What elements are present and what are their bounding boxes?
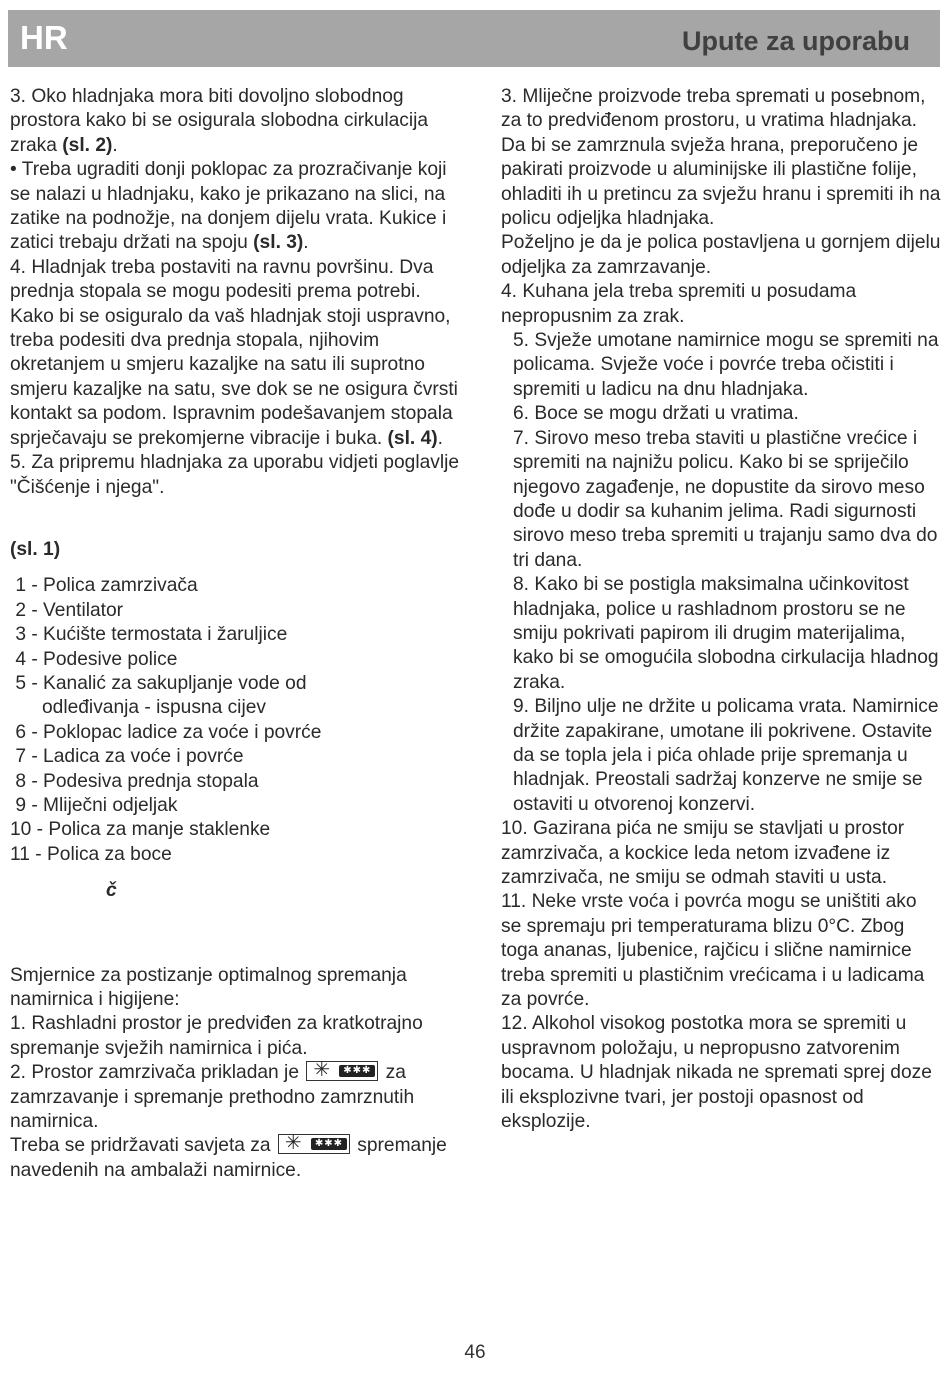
figure-ref: (sl. 3) — [253, 232, 304, 254]
paragraph-carbonated: 10. Gazirana pića ne smiju se stavljati u prostor zamrzivača, a kockice leda netom izvađene iz zamrzivača, ne smiju se odmah staviti u usta. — [501, 818, 905, 888]
left-column — [10, 85, 462, 1183]
paragraph-alcohol: 12. Alkohol visokog postotka mora se spremiti u uspravnom položaju, u nepropusno zatvorenim bocama. U hladnjak nikada ne spremati sprej doze ili eksplozivne tvari, jer postoji opasnost od eksplozije. — [501, 1013, 932, 1133]
freezer-star-icon: ✳ ✱✱✱ — [278, 1134, 350, 1154]
paragraph-cooked-food: 4. Kuhana jela treba spremiti u posudama nepropusnim za zrak. — [501, 281, 857, 327]
page-number: 46 — [464, 1342, 486, 1363]
list-item: 1 - Polica zamrzivača — [10, 575, 198, 597]
section-heading: č — [106, 880, 117, 902]
list-item: 5 - Kanalić za sakupljanje vode od — [10, 672, 307, 694]
list-item: odleđivanja - ispusna cijev — [10, 697, 266, 719]
paragraph-guideline-1: 1. Rashladni prostor je predviđen za kratkotrajno spremanje svježih namirnica i pića. — [10, 1013, 423, 1059]
list-item: 8 - Podesiva prednja stopala — [10, 770, 259, 792]
manual-title: Upute za uporabu — [682, 26, 910, 56]
figure-title: (sl. 1) — [10, 538, 61, 560]
paragraph-oil: 9. Biljno ulje ne držite u policama vrata. Namirnice držite zapakirane, umotane ili pokrivene. Ostavite da se topla jela i pića ohlade prije spremanja u hladnjak. Preostali sadržaj konzerve ne smije se ostaviti u otvorenoj konzervi. — [513, 696, 939, 815]
paragraph-leveling: 4. Hladnjak treba postaviti na ravnu površinu. Dva prednja stopala se mogu podesiti prema potrebi. Kako bi se osiguralo da vaš hladnjak stoji uspravno, treba podesiti dva prednja stopala, njihovim okretanjem u smjeru kazaljke na satu ili suprotno smjeru kazaljke na satu, sve dok se ne osigura čvrsti kontakt sa podom. Ispravnim podešavanjem stopala sprječavaju se prekomjerne vibracije i buka. (sl. 4). — [10, 256, 458, 449]
right-column — [501, 85, 941, 1134]
paragraph-bottles: 6. Boce se mogu držati u vratima. — [513, 403, 799, 425]
list-item: 6 - Poklopac ladice za voće i povrće — [10, 721, 322, 743]
list-item: 11 - Polica za boce — [10, 843, 172, 865]
list-item: 9 - Mliječni odjeljak — [10, 794, 178, 816]
list-item: 4 - Podesive police — [10, 648, 178, 670]
paragraph-guideline-2: 2. Prostor zamrzivača prikladan je ✳ ✱✱✱ za zamrzavanje i spremanje prethodno zamrznutih namirnica. — [10, 1059, 415, 1133]
paragraph-fresh-food: 5. Svježe umotane namirnice mogu se spremiti na policama. Svježe voće i povrće treba očistiti i spremiti u ladicu na dnu hladnjaka. — [513, 330, 939, 400]
paragraph-vent-cover: • Treba ugraditi donji poklopac za prozračivanje koji se nalazi u hladnjaku, kako je prikazano na slici, na zatike na podnožje, na donjem dijelu vrata. Kukice i zatici trebaju držati na spoju (sl. 3). — [10, 159, 447, 254]
paragraph-preparation: 5. Za pripremu hladnjaka za uporabu vidjeti poglavlje "Čišćenje i njega". — [10, 452, 460, 498]
paragraph-intro: Smjernice za postizanje optimalnog spremanja namirnica i higijene: — [10, 964, 407, 1010]
paragraph-shelf-position: Poželjno je da je polica postavljena u gornjem dijelu odjeljka za zamrzavanje. — [501, 232, 941, 278]
figure-ref: (sl. 4) — [387, 427, 438, 449]
paragraph-dairy: 3. Mliječne proizvode treba spremati u posebnom, za to predviđenom prostoru, u vratima hladnjaka. — [501, 86, 926, 132]
paragraph-freezing: Da bi se zamrznula svježa hrana, preporučeno je pakirati proizvode u aluminijske ili plastične folije, ohladiti ih u pretincu za svježu hranu i spremiti ih na policu odjeljka hladnjaka. — [501, 134, 941, 230]
list-item: 2 - Ventilator — [10, 599, 124, 621]
page-header — [8, 10, 940, 67]
parts-list — [10, 574, 462, 867]
paragraph-efficiency: 8. Kako bi se postigla maksimalna učinkovitost hladnjaka, police u rashladnom prostoru se ne smiju pokrivati papirom ili drugim materijalima, kako bi se omogućila slobodna cirkulacija hladnog zraka. — [513, 574, 939, 693]
paragraph-temperature: 11. Neke vrste voća i povrća mogu se uništiti ako se spremaju pri temperaturama blizu 0°C. Zbog toga ananas, ljubenice, rajčicu i slične namirnice treba spremiti u plastičnim vrećicama i u ladicama za povrće. — [501, 891, 925, 1011]
list-item: 10 - Polica za manje staklenke — [10, 819, 271, 841]
language-code: HR — [20, 19, 68, 56]
figure-ref: (sl. 2) — [62, 134, 113, 156]
paragraph-raw-meat: 7. Sirovo meso treba staviti u plastične vrećice i spremiti na najnižu policu. Kako bi se spriječilo njegovo zagađenje, ne dopustite da sirovo meso dođe u dodir sa kuhanim jelima. Radi sigurnosti sirovo meso treba spremiti u trajanju samo dva do tri dana. — [513, 427, 938, 571]
paragraph-guideline-3: Treba se pridržavati savjeta za ✳ ✱✱✱ spremanje navedenih na ambalaži namirnice. — [10, 1132, 447, 1181]
list-item: 7 - Ladica za voće i povrće — [10, 746, 244, 768]
paragraph-air-circulation: 3. Oko hladnjaka mora biti dovoljno slobodnog prostora kako bi se osigurala slobodna cirkulacija zraka (sl. 2). — [10, 86, 429, 156]
freezer-star-icon: ✳ ✱✱✱ — [306, 1061, 378, 1081]
list-item: 3 - Kućište termostata i žaruljice — [10, 624, 288, 646]
